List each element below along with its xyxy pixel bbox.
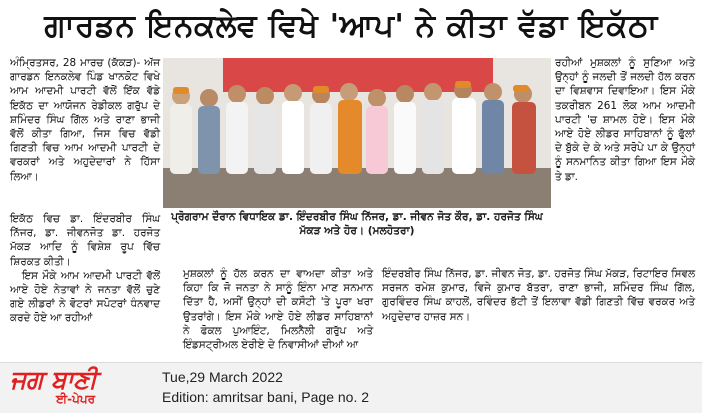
article-column-left bbox=[10, 56, 160, 184]
edition-name: Edition: amritsar bani, Page no. 2 bbox=[162, 389, 370, 405]
photo-illustration bbox=[163, 58, 551, 208]
photo-caption: ਪ੍ਰੋਗਰਾਮ ਦੌਰਾਨ ਵਿਧਾਇਕ ਡਾ. ਇੰਦਰਬੀਰ ਸਿੰਘ ਨਿੱਜਰ, ਡਾ. ਜੀਵਨ ਜੋਤ ਕੌਰ, ਡਾ. ਹਰਜੋਤ ਸਿੰਘ ਮੱਕੜ ਅਤੇ ਹੋਰ। (ਮਲਹੋਤਰਾ) bbox=[171, 211, 543, 237]
article-paragraph: ਇਕੱਠ ਵਿਚ ਡਾ. ਇੰਦਰਬੀਰ ਸਿੰਘ ਨਿੱਜਰ, ਡਾ. ਜੀਵਨਜੋਤ ਡਾ. ਹਰਜੋਤ ਮੱਕੜ ਆਦਿ ਨੂੰ ਵਿਸ਼ੇਸ਼ ਰੂਪ ਵਿੱਚ ਸ਼ਿਰਕਤ ਕੀਤੀ। bbox=[10, 213, 160, 268]
article-paragraph: ਮੁਸ਼ਕਲਾਂ ਨੂੰ ਹੱਲ ਕਰਨ ਦਾ ਵਾਅਦਾ ਕੀਤਾ ਅਤੇ ਕਿਹਾ ਕਿ ਜੋ ਜਨਤਾ ਨੇ ਸਾਨੂੰ ਇੰਨਾ ਮਾਣ ਸਨਮਾਨ ਦਿੱਤਾ ਹੈ, ਅਸੀਂ ਉਨ੍ਹਾਂ ਦੀ ਕਸੌਟੀ 'ਤੇ ਪੂਰਾ ਖਰਾ ਉਤਰਾਂਗੇ। ਇਸ ਮੌਕੇ ਆਏ ਹੋਏ ਲੀਡਰ ਸਾਹਿਬਾਨਾਂ ਨੇ ਫੋਕਲ ਪੁਆਇੰਟ, ਮਿਲਨੈਲੀ ਗਰੁੱਪ ਅਤੇ ਇੰਡਸਟ੍ਰੀਅਲ ਏਰੀਏ ਦੇ ਨਿਵਾਸੀਆਂ ਦੀਆਂ ਆ bbox=[183, 268, 373, 352]
article-column-right-bottom bbox=[382, 267, 695, 324]
edition-date: Tue,29 March 2022 bbox=[162, 369, 283, 385]
logo-title: ਜਗ ਬਾਣੀ bbox=[10, 365, 97, 394]
article-column-right bbox=[555, 56, 695, 184]
article-column-middle-bottom bbox=[183, 267, 373, 352]
logo-subtitle: ਈ-ਪੇਪਰ bbox=[56, 392, 96, 406]
news-photo bbox=[163, 58, 551, 208]
article-paragraph: ਅੰਮ੍ਰਿਤਸਰ, 28 ਮਾਰਚ (ਕੱਕੜ)- ਅੱਜ ਗਾਰਡਨ ਇਨਕਲੇਵ ਪਿੰਡ ਖਾਨਕੋਟ ਵਿਖੇ ਆਮ ਆਦਮੀ ਪਾਰਟੀ ਵੱਲੋਂ ਇੱਕ ਵੱਡੇ ਇਕੱਠ ਦਾ ਆਯੋਜਨ ਰੇਡੀਕਲ ਗਰੁੱਪ ਦੇ ਸ਼ਮਿੰਦਰ ਸਿੰਘ ਗਿੱਲ ਅਤੇ ਰਾਣਾ ਭਾਜੀ ਵੱਲੋਂ ਕੀਤਾ ਗਿਆ, ਜਿਸ ਵਿਚ ਵੱਡੀ ਗਿਣਤੀ ਵਿਚ ਆਮ ਆਦਮੀ ਪਾਰਟੀ ਦੇ ਵਰਕਰਾਂ ਅਤੇ ਅਹੁਦੇਦਾਰਾਂ ਨੇ ਹਿੱਸਾ ਲਿਆ। bbox=[10, 57, 160, 183]
article-paragraph: ਰਹੀਆਂ ਮੁਸ਼ਕਲਾਂ ਨੂੰ ਸੁਣਿਆ ਅਤੇ ਉਨ੍ਹਾਂ ਨੂੰ ਜਲਦੀ ਤੋਂ ਜਲਦੀ ਹੱਲ ਕਰਨ ਦਾ ਵਿਸ਼ਵਾਸ ਦਿਵਾਇਆ। ਇਸ ਮੌਕੇ ਤਕਰੀਬਨ 261 ਲੋਕ ਆਮ ਆਦਮੀ ਪਾਰਟੀ 'ਚ ਸ਼ਾਮਲ ਹੋਏ। ਇਸ ਮੌਕੇ ਆਏ ਹੋਏ ਲੀਡਰ ਸਾਹਿਬਾਨਾਂ ਨੂੰ ਫੁੱਲਾਂ ਦੇ ਬੁੱਕੇ ਦੇ ਕੇ ਅਤੇ ਸਰੋਪੇ ਪਾ ਕੇ ਉਨ੍ਹਾਂ ਨੂੰ ਸਨਮਾਨਿਤ ਕੀਤਾ ਗਿਆ ਇਸ ਮੌਕੇ ਤੇ ਡਾ. bbox=[555, 57, 695, 183]
headline: ਗਾਰਡਨ ਇਨਕਲੇਵ ਵਿਖੇ 'ਆਪ' ਨੇ ਕੀਤਾ ਵੱਡਾ ਇਕੱਠਾ bbox=[44, 8, 658, 44]
article-column-left-bottom bbox=[10, 212, 160, 326]
article-paragraph: ਇਸ ਮੌਕੇ ਆਮ ਆਦਮੀ ਪਾਰਟੀ ਵੱਲੋਂ ਆਏ ਹੋਏ ਨੇਤਾਵਾਂ ਨੇ ਜਨਤਾ ਵੱਲੋਂ ਚੁਣੇ ਗਏ ਲੀਡਰਾਂ ਨੇ ਵੋਟਰਾਂ ਸਪੋਟਰਾਂ ਧੰਨਵਾਦ ਕਰਦੇ ਹੋਏ ਆ ਰਹੀਆਂ bbox=[10, 269, 160, 325]
jagbani-logo[interactable] bbox=[10, 366, 155, 410]
article-paragraph: ਇੰਦਰਬੀਰ ਸਿੰਘ ਨਿੱਜਰ, ਡਾ. ਜੀਵਨ ਜੋਤ, ਡਾ. ਹਰਜੋਤ ਸਿੰਘ ਮੱਕੜ, ਰਿਟਾਇਰ ਸਿਵਲ ਸਰਜਨ ਰਮੇਸ਼ ਕੁਮਾਰ, ਵਿਜੇ ਕੁਮਾਰ ਬੱਤਰਾ, ਰਾਣਾ ਭਾਜੀ, ਸ਼ਮਿੰਦਰ ਸਿੰਘ ਗਿੱਲ, ਗੁਰਵਿੰਦਰ ਸਿੰਘ ਕਾਹਲੋਂ, ਰਵਿੰਦਰ ਭੱਟੀ ਤੋਂ ਇਲਾਵਾ ਵੱਡੀ ਗਿਣਤੀ ਵਿੱਚ ਵਰਕਰ ਅਤੇ ਅਹੁਦੇਦਾਰ ਹਾਜ਼ਰ ਸਨ। bbox=[382, 268, 695, 323]
